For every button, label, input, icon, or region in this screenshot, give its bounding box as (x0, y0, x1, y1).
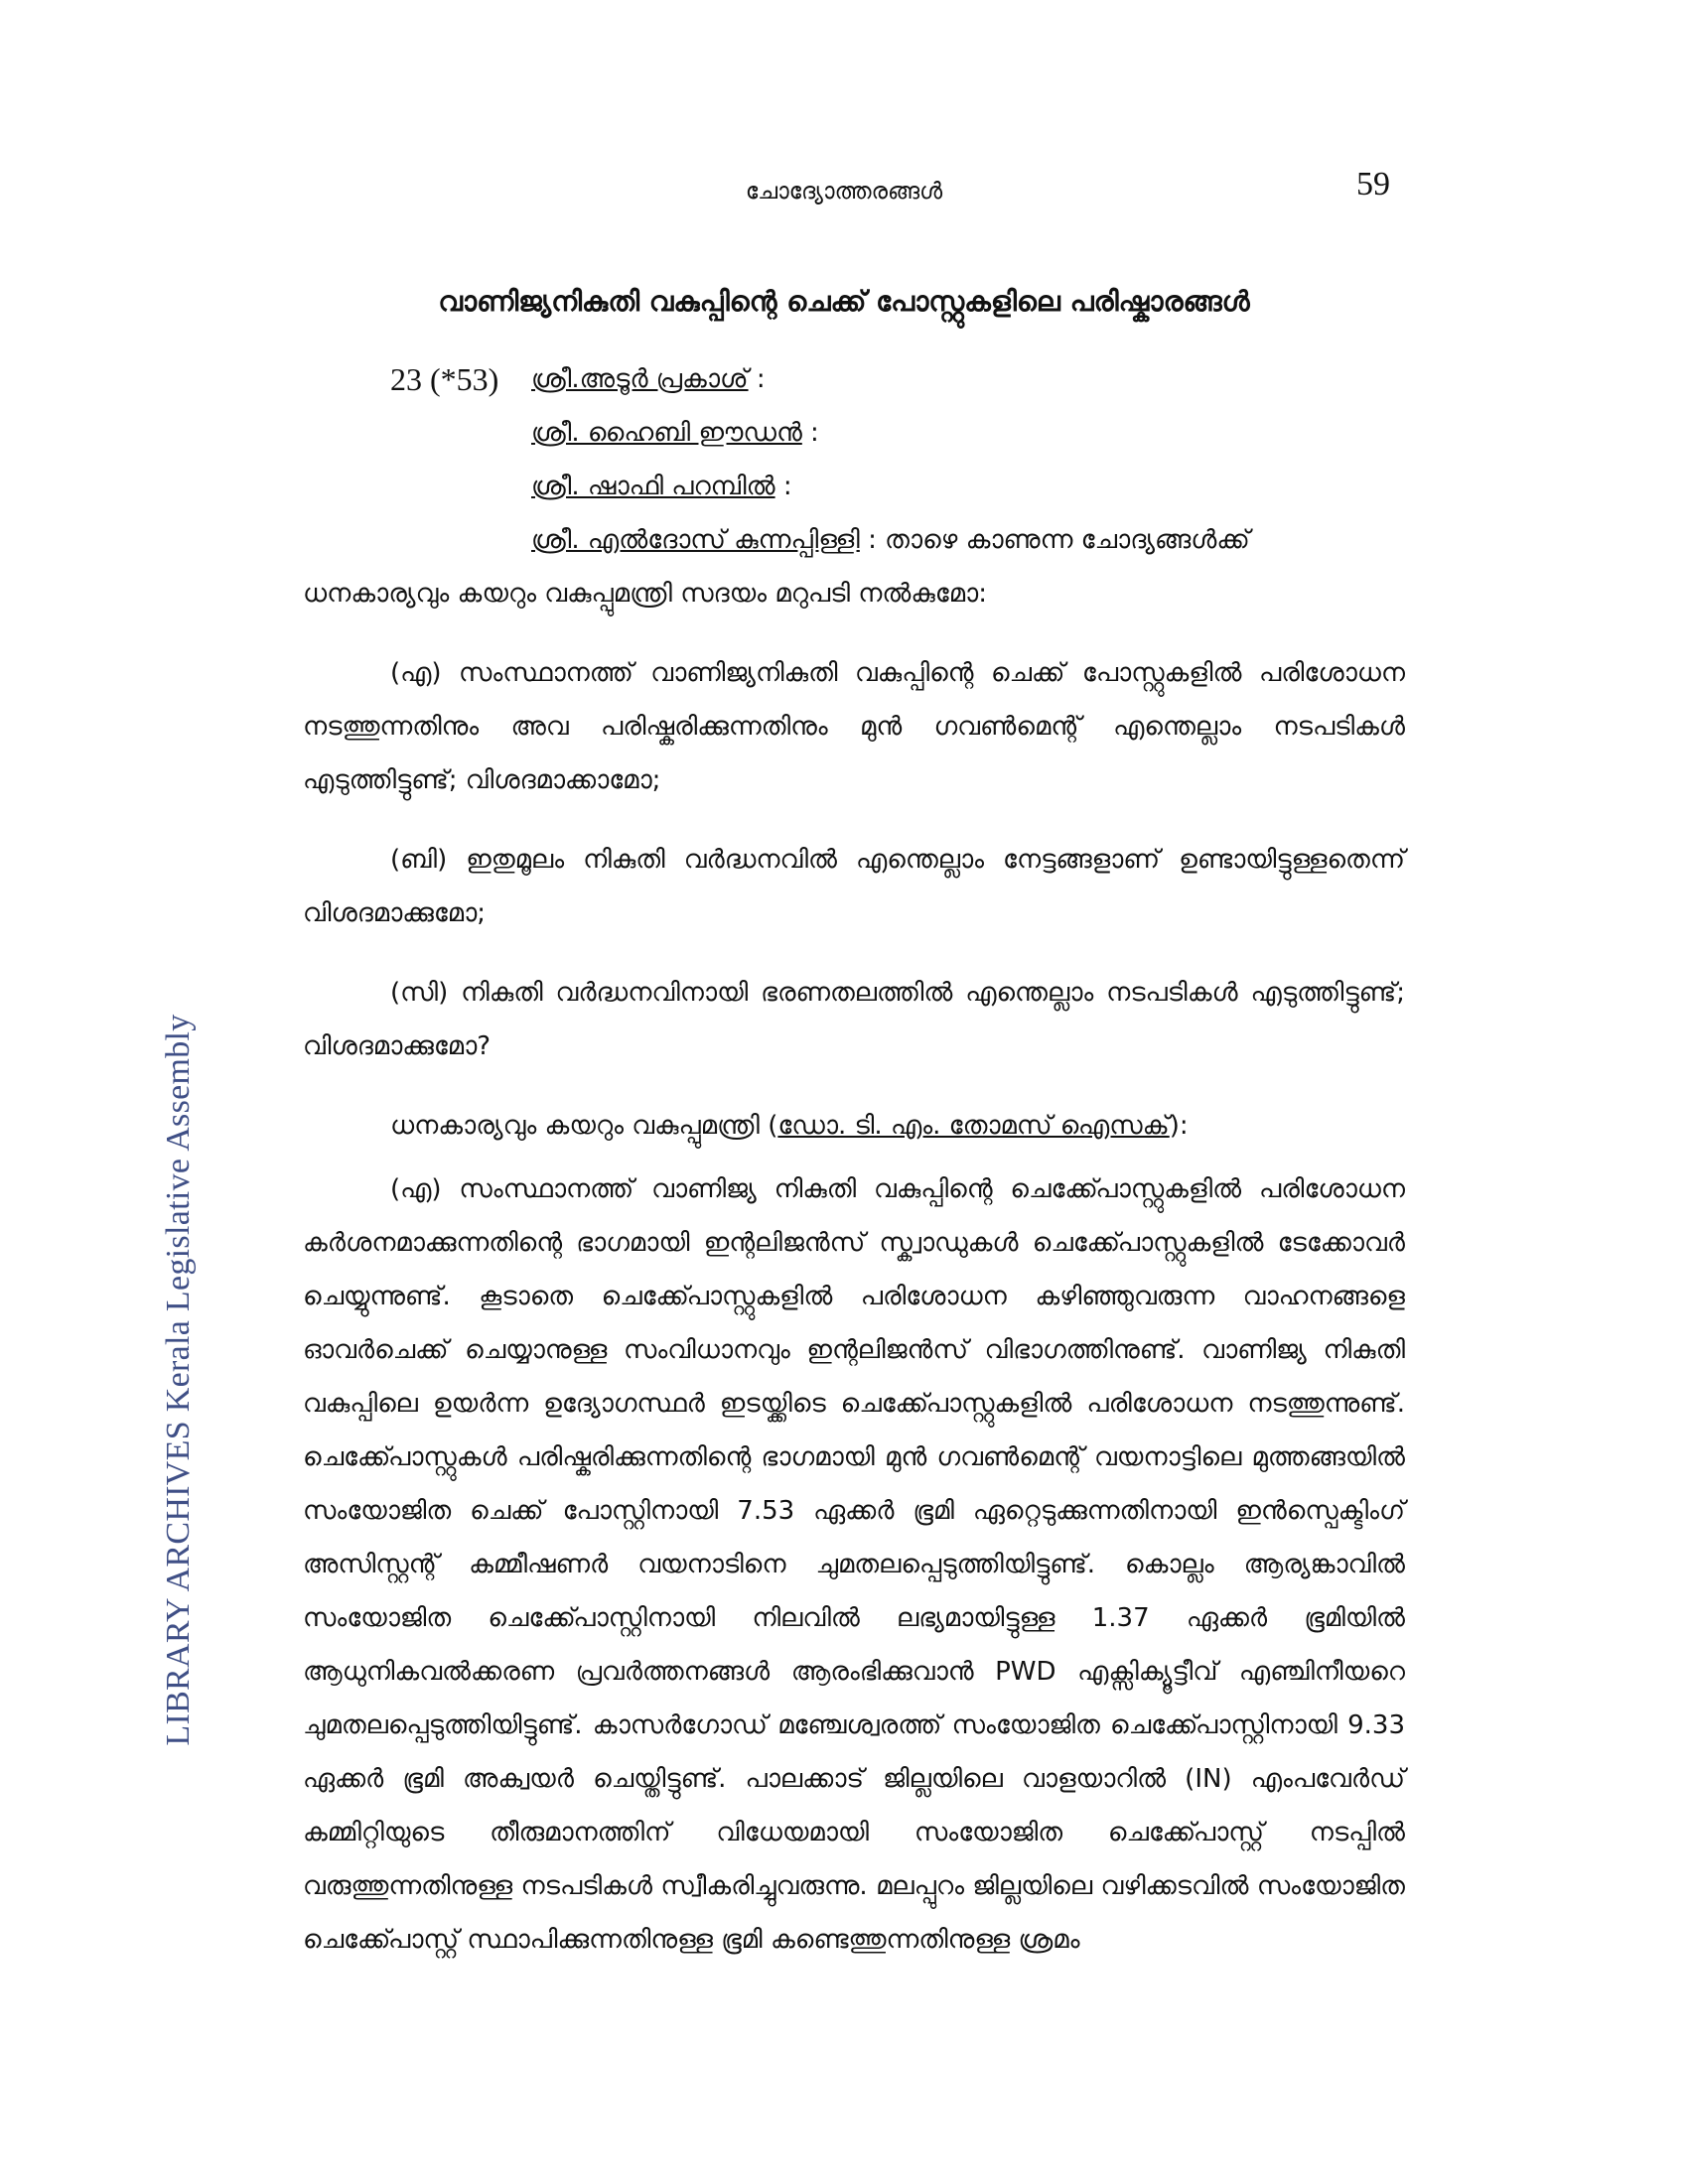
question-part-a: (എ) സംസ്ഥാനത്ത് വാണിജ്യനികുതി വകുപ്പിന്റെ ചെക്ക് പോസ്റ്റുകളിൽ പരിശോധന നടത്തുന്നതിനും അവ പരിഷ്കരിക്കുന്നതിനും മുൻ ഗവൺമെന്റ് എന്തെല്ലാം നടപടികൾ എടുത്തിട്ടുണ്ട്; വിശദമാക്കാമോ; (303, 658, 1405, 795)
question-title: വാണിജ്യനികുതി വകുപ്പിന്റെ ചെക്ക് പോസ്റ്റുകളിലെ പരിഷ്കാരങ്ങൾ (438, 285, 1250, 318)
page-content (303, 352, 1405, 1967)
member-suffix: : (774, 472, 792, 501)
member-suffix: : (801, 418, 819, 448)
question-number: 23 (*53) (390, 361, 499, 397)
member-name: ശ്രീ. ഹൈബി ഈഡൻ (531, 418, 802, 448)
answer-body: (എ) സംസ്ഥാനത്ത് വാണിജ്യ നികുതി വകുപ്പിന്റെ ചെക്ക്പോസ്റ്റുകളിൽ പരിശോധന കർശനമാക്കുന്നതിന്റെ ഭാഗമായി ഇന്റലിജൻസ് സ്ക്വാഡുകൾ ചെക്ക്പോസ്റ്റുകളിൽ ടേക്കോവർ ചെയ്യുന്നുണ്ട്. കൂടാതെ ചെക്ക്പോസ്റ്റുകളിൽ പരിശോധന കഴിഞ്ഞുവരുന്ന വാഹനങ്ങളെ ഓവർചെക്ക് ചെയ്യാനുള്ള സംവിധാനവും ഇന്റലിജൻസ് വിഭാഗത്തിനുണ്ട്. വാണിജ്യ നികുതി വകുപ്പിലെ ഉയർന്ന ഉദ്യോഗസ്ഥർ ഇടയ്ക്കിടെ ചെക്ക്പോസ്റ്റുകളിൽ പരിശോധന നടത്തുന്നുണ്ട്. ചെക്ക്പോസ്റ്റുകൾ പരിഷ്കരിക്കുന്നതിന്റെ ഭാഗമായി മുൻ ഗവൺമെന്റ് വയനാട്ടിലെ മുത്തങ്ങയിൽ സംയോജിത ചെക്ക് പോസ്റ്റിനായി 7.53 ഏക്കർ ഭൂമി ഏറ്റെടുക്കുന്നതിനായി ഇൻസ്പെക്ടിംഗ് അസിസ്റ്റന്റ് കമ്മീഷണർ വയനാടിനെ ചുമതലപ്പെടുത്തിയിട്ടുണ്ട്. കൊല്ലം ആര്യങ്കാവിൽ സംയോജിത ചെക്ക്പോസ്റ്റിനായി നിലവിൽ ലഭ്യമായിട്ടുള്ള 1.37 ഏക്കർ ഭൂമിയിൽ ആധുനികവൽക്കരണ പ്രവർത്തനങ്ങൾ ആരംഭിക്കുവാൻ PWD എക്സിക്യൂട്ടീവ് എഞ്ചിനീയറെ ചുമതലപ്പെടുത്തിയിട്ടുണ്ട്. കാസർഗോഡ് മഞ്ചേശ്വരത്ത് സംയോജിത ചെക്ക്പോസ്റ്റിനായി 9.33 ഏക്കർ ഭൂമി അക്വയർ ചെയ്തിട്ടുണ്ട്. പാലക്കാട് ജില്ലയിലെ വാളയാറിൽ (IN) എംപവേർഡ് കമ്മിറ്റിയുടെ തീരുമാനത്തിന് വിധേയമായി സംയോജിത ചെക്ക്പോസ്റ്റ് നടപ്പിൽ വരുത്തുന്നതിനുള്ള നടപടികൾ സ്വീകരിച്ചുവരുന്നു. മലപ്പുറം ജില്ലയിലെ വഴിക്കടവിൽ സംയോജിത ചെക്ക്പോസ്റ്റ് സ്ഥാപിക്കുന്നതിനുള്ള ഭൂമി കണ്ടെത്തുന്നതിനുള്ള ശ്രമം (303, 1174, 1405, 1955)
question-part-c: (സി) നികുതി വർദ്ധനവിനായി ഭരണതലത്തിൽ എന്തെല്ലാം നടപടികൾ എടുത്തിട്ടുണ്ട്; വിശദമാക്കുമോ? (303, 978, 1405, 1061)
member-suffix: : (748, 364, 766, 394)
member-suffix: : താഴെ കാണുന്ന ചോദ്യങ്ങൾക്ക് (859, 525, 1250, 555)
member-3 (531, 460, 792, 513)
minister-prefix: ധനകാര്യവും കയറും വകുപ്പുമന്ത്രി ( (390, 1111, 778, 1141)
member-name: ശ്രീ.അടൂർ പ്രകാശ് (531, 364, 749, 394)
running-head: ചോദ്യോത്തരങ്ങൾ (745, 179, 943, 205)
question-header (303, 352, 1405, 567)
page-number: 59 (1356, 166, 1390, 203)
question-part-b: (ബി) ഇതുമൂലം നികുതി വർദ്ധനവിൽ എന്തെല്ലാം നേട്ടങ്ങളാണ് ഉണ്ടായിട്ടുള്ളതെന്ന് വിശദമാക്കുമോ; (303, 845, 1405, 928)
watermark-text: LIBRARY ARCHIVES Kerala Legislative Assembly (160, 1014, 197, 1746)
member-name: ശ്രീ. എൽദോസ് കുന്നപ്പിള്ളി (531, 525, 860, 555)
member-1 (531, 352, 766, 406)
question-addressee: ധനകാര്യവും കയറും വകുപ്പുമന്ത്രി സദയം മറുപടി നൽകുമോ: (303, 579, 987, 609)
answer-minister-line (303, 1099, 1405, 1153)
minister-suffix: ): (1169, 1111, 1189, 1141)
member-4 (531, 513, 1250, 567)
member-2 (531, 406, 819, 460)
minister-name: ഡോ. ടി. എം. തോമസ് ഐസക് (777, 1111, 1170, 1141)
member-name: ശ്രീ. ഷാഫി പറമ്പിൽ (531, 472, 775, 501)
